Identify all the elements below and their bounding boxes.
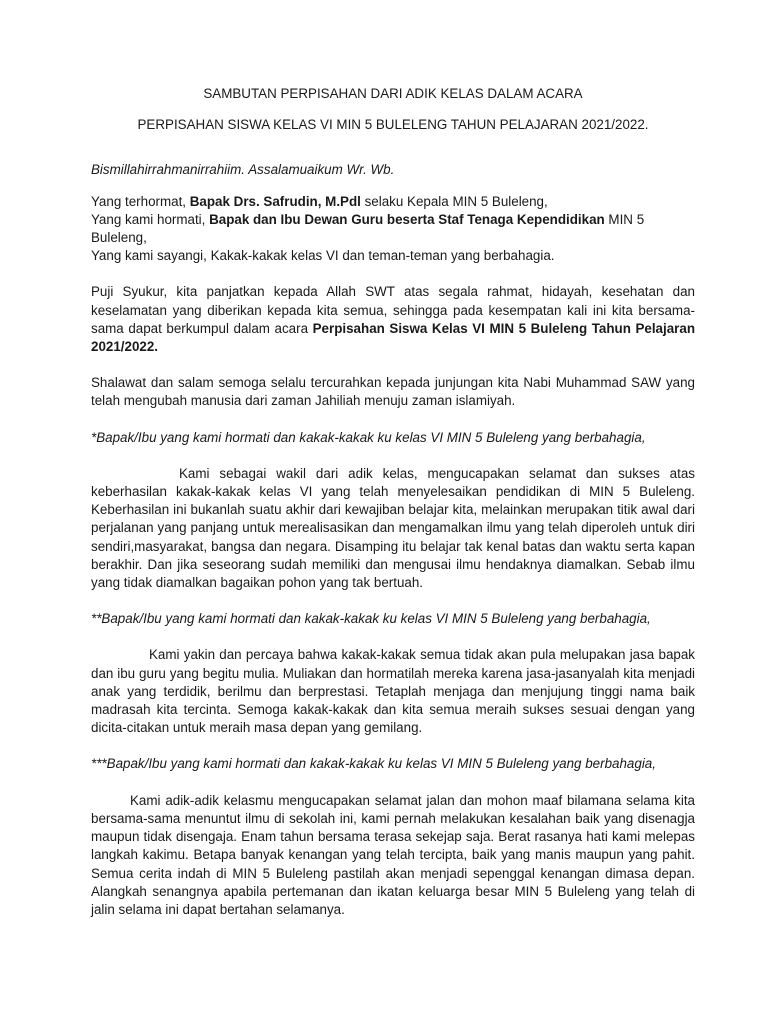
document-title-line2: PERPISAHAN SISWA KELAS VI MIN 5 BULELENG TAHUN PELAJARAN 2021/2022. (137, 117, 649, 133)
paragraph-gratitude (91, 283, 695, 356)
greeting-headmaster-pre: Yang terhormat, (91, 193, 190, 209)
address-line-2: **Bapak/Ibu yang kami hormati dan kakak-kakak ku kelas VI MIN 5 Buleleng yang berbahagia, (91, 611, 651, 627)
greeting-headmaster-post: selaku Kepala MIN 5 Buleleng, (360, 193, 548, 209)
spacer (91, 774, 695, 792)
greeting-headmaster (91, 193, 695, 211)
greeting-teachers-post: MIN 5 Buleleng, (91, 211, 645, 246)
spacer (91, 447, 695, 465)
greeting-students: Yang kami sayangi, Kakak-kakak kelas VI dan teman-teman yang berbahagia. (91, 248, 555, 264)
address-line-1: *Bapak/Ibu yang kami hormati dan kakak-kakak ku kelas VI MIN 5 Buleleng yang berbahagia, (91, 429, 646, 445)
spacer (91, 411, 695, 429)
greeting-teachers-name: Bapak dan Ibu Dewan Guru beserta Staf Tenaga Kependidikan (209, 211, 605, 227)
address-line-3: ***Bapak/Ibu yang kami hormati dan kakak-kakak ku kelas VI MIN 5 Buleleng yang berbahagia, (91, 756, 656, 772)
greeting-teachers (91, 211, 695, 247)
spacer (91, 737, 695, 755)
greeting-headmaster-name: Bapak Drs. Safrudin, M.Pdl (189, 193, 361, 209)
spacer (91, 356, 695, 374)
paragraph-farewell: Kami adik-adik kelasmu mengucapakan selamat jalan dan mohon maaf bilamana selama kita bersama-sama menuntut ilmu di sekolah ini, kami pernah melakukan kesalahan baik yang disenagja maupun tidak disengaja. Enam tahun bersama terasa sekejap saja. Berat rasanya hati kami melepas langkah kakimu. Betapa banyak kenangan yang telah tercipta, baik yang manis maupun yang pahit. Semua cerita indah di MIN 5 Buleleng pastilah akan menjadi sepenggal kenangan dimasa depan. Alangkah senangnya apabila pertemanan dan ikatan keluarga besar MIN 5 Buleleng yang telah di jalin selama ini dapat bertahan selamanya. (91, 792, 695, 917)
paragraph-gratitude-event: Perpisahan Siswa Kelas VI MIN 5 Buleleng Tahun Pelajaran 2021/2022. (91, 320, 696, 355)
document-page (91, 85, 695, 919)
spacer (91, 628, 695, 646)
paragraph-congratulations: Kami sebagai wakil dari adik kelas, mengucapakan selamat dan sukses atas keberhasilan kakak-kakak kelas VI yang telah menyelesaikan pendidikan di MIN 5 Buleleng. Keberhasilan ini bukanlah suatu akhir dari kewajiban belajar kita, melainkan merupakan titik awal dari perjalanan yang panjang untuk merealisasikan dan mengamalkan ilmu yang telah diperoleh untuk diri sendiri,masyarakat, bangsa dan negara. Disamping itu belajar tak kenal batas dan waktu serta kapan berakhir. Dan jika seseorang sudah memiliki dan mengusai ilmu hendaknya diamalkan. Sebab ilmu yang tidak diamalkan bagaikan pohon yang tak bertuah. (91, 465, 695, 591)
greeting-teachers-pre: Yang kami hormati, (91, 211, 210, 227)
paragraph-shalawat: Shalawat dan salam semoga selalu tercurahkan kepada junjungan kita Nabi Muhammad SAW yang telah mengubah manusia dari zaman Jahiliah menuju zaman islamiyah. (91, 375, 695, 409)
spacer (91, 265, 695, 283)
paragraph-teachers: Kami yakin dan percaya bahwa kakak-kakak semua tidak akan pula melupakan jasa bapak dan ibu guru yang begitu mulia. Muliakan dan hormatilah mereka karena jasa-jasanyalah kita menjadi anak yang terdidik, berilmu dan berprestasi. Tetaplah menjaga dan menjujung tinggi nama baik madrasah kita tercinta. Semoga kakak-kakak dan kita semua meraih sukses sesuai dengan yang dicita-citakan untuk meraih masa depan yang gemilang. (91, 647, 695, 736)
spacer (91, 592, 695, 610)
paragraph-gratitude-text: Puji Syukur, kita panjatkan kepada Allah SWT atas segala rahmat, hidayah, kesehatan dan keselamatan yang diberikan kepada kita semua, sehingga pada kesempatan kali ini kita bersama-sama dapat berkumpul dalam acara (91, 284, 695, 336)
document-title-line1: SAMBUTAN PERPISAHAN DARI ADIK KELAS DALAM ACARA (203, 86, 583, 101)
opening-salutation: Bismillahirrahmanirrahiim. Assalamuaikum Wr. Wb. (91, 162, 395, 178)
